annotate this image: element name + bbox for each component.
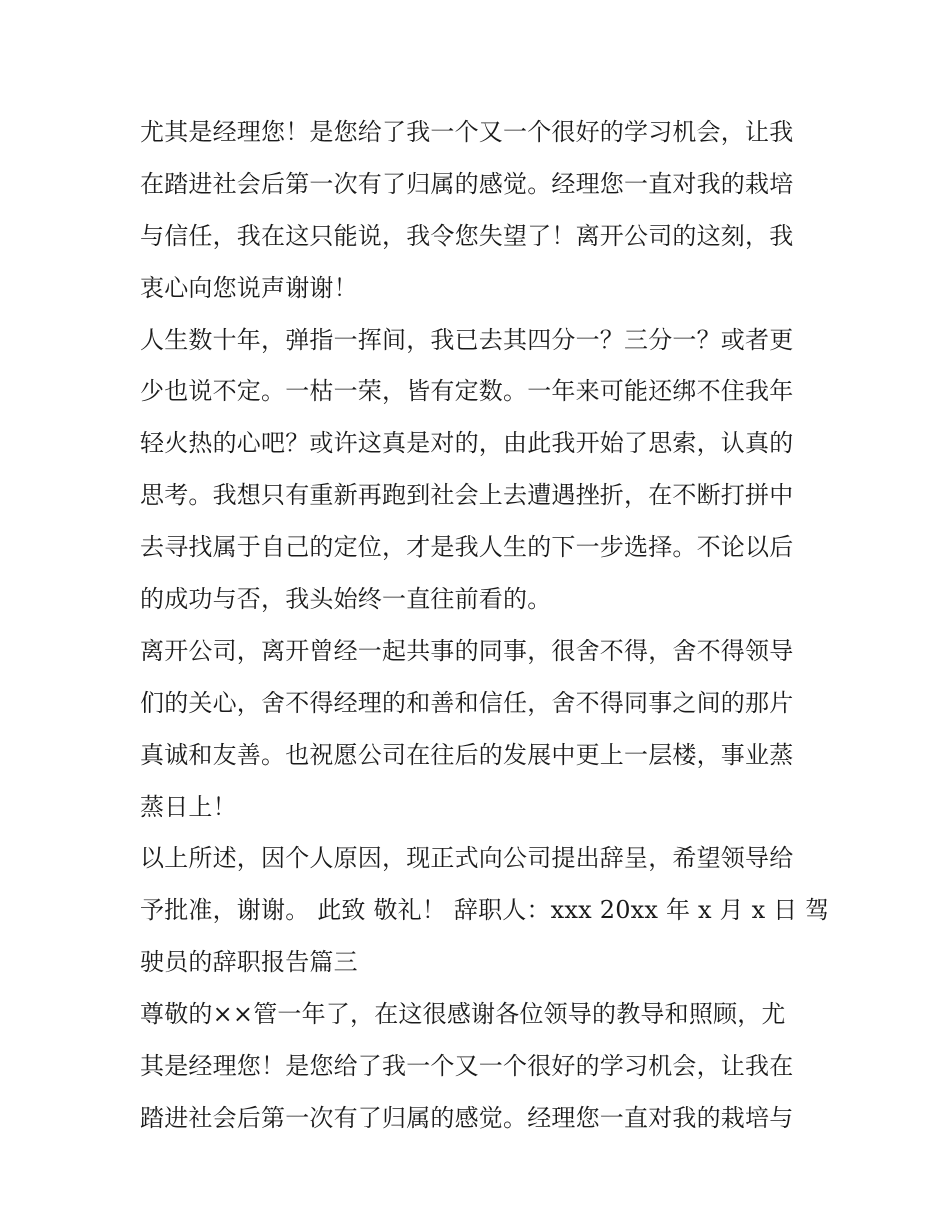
text-line: 予批准，谢谢。 此致 敬礼！ 辞职人：xxx 20xx 年 x 月 x 日 驾 bbox=[140, 896, 830, 925]
text-line: 的成功与否，我头始终一直往前看的。 bbox=[140, 585, 552, 614]
text-line: 踏进社会后第一次有了归属的感觉。经理您一直对我的栽培与 bbox=[140, 1103, 794, 1132]
text-line: 衷心向您说声谢谢！ bbox=[140, 273, 358, 302]
text-line: 离开公司，离开曾经一起共事的同事，很舍不得，舍不得领导 bbox=[140, 636, 794, 665]
text-line: 其是经理您！是您给了我一个又一个很好的学习机会，让我在 bbox=[140, 1052, 794, 1081]
text-line: 蒸日上！ bbox=[140, 792, 237, 821]
text-line: 与信任，我在这只能说，我令您失望了！离开公司的这刻，我 bbox=[140, 221, 794, 250]
text-line: 真诚和友善。也祝愿公司在往后的发展中更上一层楼，事业蒸 bbox=[140, 740, 794, 769]
text-line: 以上所述，因个人原因，现正式向公司提出辞呈，希望领导给 bbox=[140, 844, 794, 873]
text-line: 思考。我想只有重新再跑到社会上去遭遇挫折，在不断打拼中 bbox=[140, 481, 794, 510]
text-line: 轻火热的心吧？或许这真是对的，由此我开始了思索，认真的 bbox=[140, 429, 794, 458]
body-text bbox=[140, 107, 830, 1145]
text-line: 尊敬的××管一年了，在这很感谢各位领导的教导和照顾，尤 bbox=[140, 1000, 786, 1029]
text-line: 们的关心，舍不得经理的和善和信任，舍不得同事之间的那片 bbox=[140, 688, 794, 717]
text-line: 去寻找属于自己的定位，才是我人生的下一步选择。不论以后 bbox=[140, 533, 794, 562]
text-line: 在踏进社会后第一次有了归属的感觉。经理您一直对我的栽培 bbox=[140, 169, 794, 198]
text-line: 尤其是经理您！是您给了我一个又一个很好的学习机会，让我 bbox=[140, 118, 794, 146]
text-line: 驶员的辞职报告篇三 bbox=[140, 948, 358, 977]
text-line: 少也说不定。一枯一荣，皆有定数。一年来可能还绑不住我年 bbox=[140, 377, 794, 406]
text-line: 人生数十年，弹指一挥间，我已去其四分一？三分一？或者更 bbox=[140, 325, 794, 354]
